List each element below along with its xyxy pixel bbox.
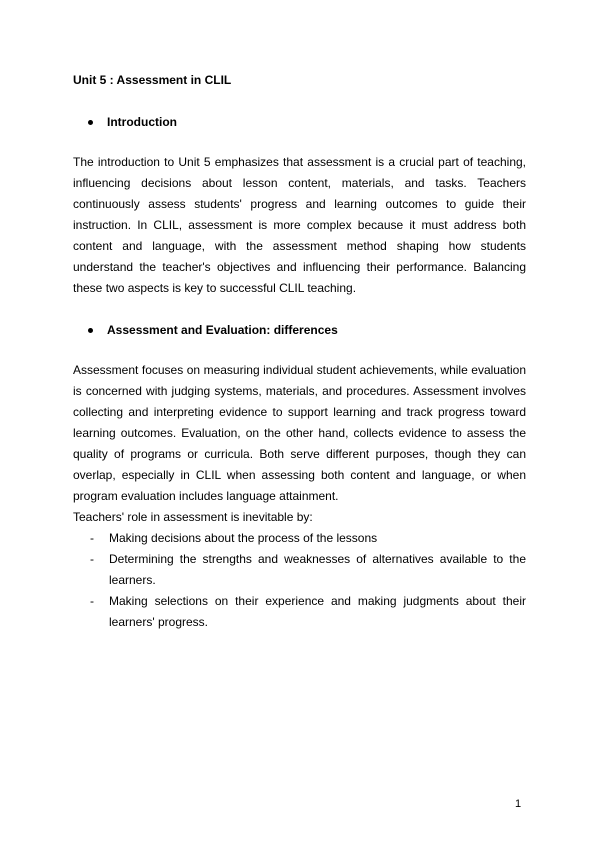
page-number: 1: [515, 798, 522, 810]
assessment-evaluation-paragraph: Assessment focuses on measuring individual student achievements, while evaluation is concerned with judging systems, materials, and procedures. Assessment involves collecting and interpreting evidence to support learning and track progress toward learning outcomes. Evaluation, on the other hand, collects evidence to assess the quality of programs or curricula. Both serve different purposes, though they can overlap, especially in CLIL when assessing both content and language, or when program evaluation includes language attainment.: [73, 363, 526, 503]
list-item: [73, 591, 526, 633]
bullet-icon: [88, 328, 93, 333]
section-heading-assessment-evaluation: [88, 323, 338, 337]
section-heading-label: Introduction: [107, 115, 177, 129]
section-heading-introduction: [88, 115, 177, 129]
introduction-paragraph: The introduction to Unit 5 emphasizes that assessment is a crucial part of teaching, influencing decisions about lesson content, materials, and tasks. Teachers continuously assess students' progress and learning outcomes to guide their instruction. In CLIL, assessment is more complex because it must address both content and language, with the assessment method shaping how students understand the teacher's objectives and influencing their performance. Balancing these two aspects is key to successful CLIL teaching.: [73, 155, 526, 295]
section-heading-label: Assessment and Evaluation: differences: [107, 323, 338, 337]
list-item-text: Making selections on their experience and making judgments about their learners' progress.: [109, 594, 526, 629]
list-item-text: Determining the strengths and weaknesses of alternatives available to the learners.: [109, 552, 526, 587]
list-item: [73, 528, 526, 549]
list-item-text: Making decisions about the process of the lessons: [109, 531, 378, 545]
dash-marker: -: [90, 552, 94, 566]
teachers-role-list: [73, 528, 526, 633]
teachers-role-intro: Teachers' role in assessment is inevitable by:: [73, 510, 313, 524]
dash-marker: -: [90, 531, 94, 545]
bullet-icon: [88, 120, 93, 125]
list-item: [73, 549, 526, 591]
document-title: Unit 5 : Assessment in CLIL: [73, 73, 232, 87]
dash-marker: -: [90, 594, 94, 608]
